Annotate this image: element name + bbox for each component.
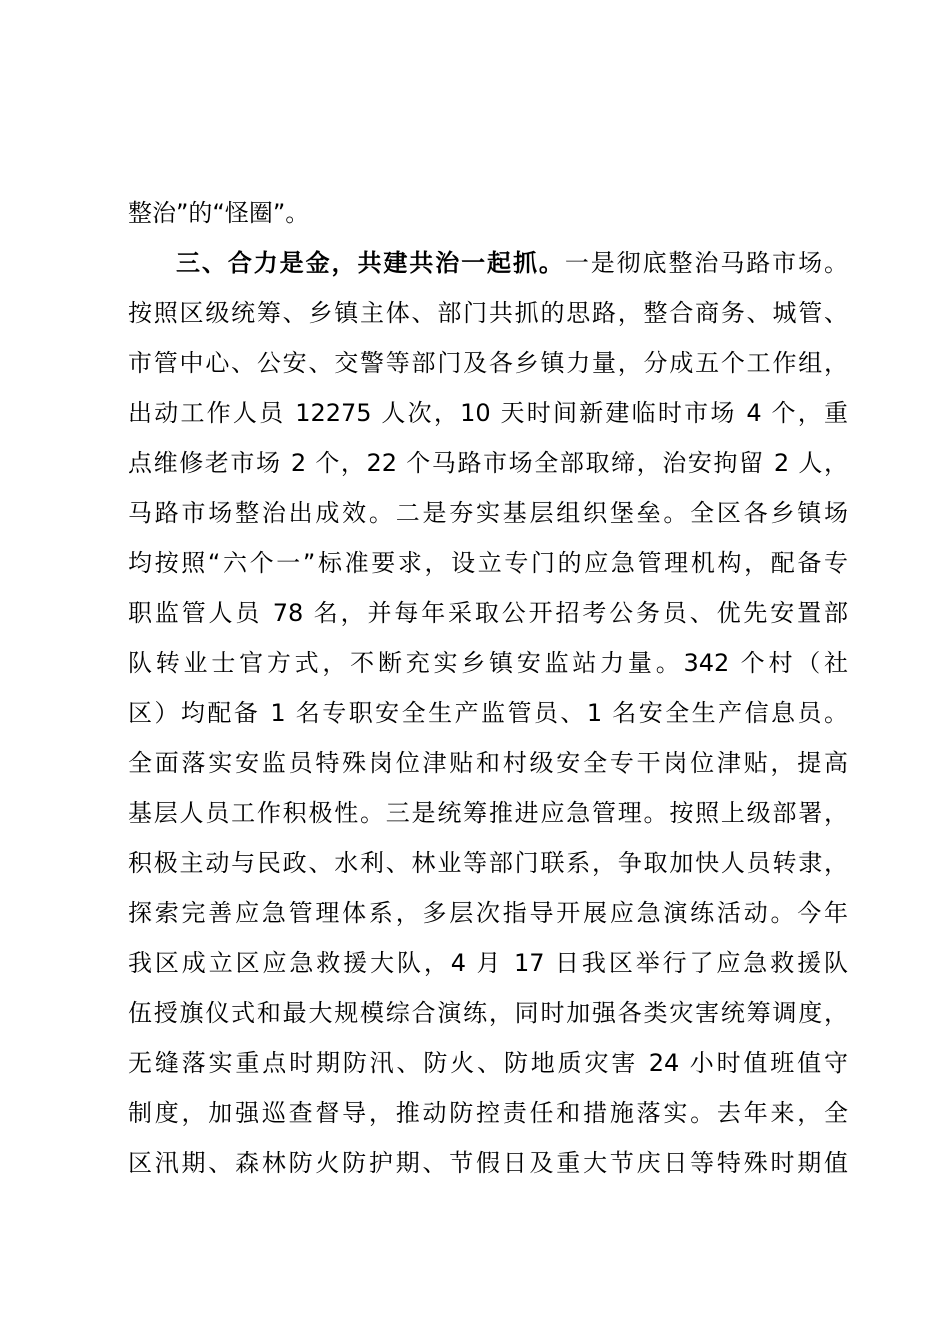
text-line: 职监管人员 78 名，并每年采取公开招考公务员、优先安置部: [128, 599, 848, 627]
text-line: 积极主动与民政、水利、林业等部门联系，争取加快人员转隶，: [128, 849, 848, 877]
text-line: 探索完善应急管理体系，多层次指导开展应急演练活动。今年: [128, 899, 848, 927]
text-line: 区）均配备 1 名专职安全生产监管员、1 名安全生产信息员。: [128, 699, 848, 727]
text-line: 整治”的“怪圈”。: [128, 199, 310, 227]
text-line: 出动工作人员 12275 人次，10 天时间新建临时市场 4 个，重: [128, 399, 848, 427]
text-line: 队转业士官方式，不断充实乡镇安监站力量。342 个村（社: [128, 649, 848, 677]
text-line: 制度，加强巡查督导，推动防控责任和措施落实。去年来，全: [128, 1099, 848, 1127]
paragraph-heading-line: [176, 243, 848, 283]
text-line: 马路市场整治出成效。二是夯实基层组织堡垒。全区各乡镇场: [128, 499, 848, 527]
text-line: 区汛期、森林防火防护期、节假日及重大节庆日等特殊时期值: [128, 1149, 848, 1177]
section-heading: 三、合力是金，共建共治一起抓。: [176, 249, 565, 277]
text-line: 均按照“六个一”标准要求，设立专门的应急管理机构，配备专: [128, 549, 848, 577]
text-line: 全面落实安监员特殊岗位津贴和村级安全专干岗位津贴，提高: [128, 749, 848, 777]
text-line: 无缝落实重点时期防汛、防火、防地质灾害 24 小时值班值守: [128, 1049, 848, 1077]
text-line: 市管中心、公安、交警等部门及各乡镇力量，分成五个工作组，: [128, 349, 848, 377]
text-line: 按照区级统筹、乡镇主体、部门共抓的思路，整合商务、城管、: [128, 299, 848, 327]
text-line: 伍授旗仪式和最大规模综合演练，同时加强各类灾害统筹调度，: [128, 999, 848, 1027]
text-line: 点维修老市场 2 个，22 个马路市场全部取缔，治安拘留 2 人，: [128, 449, 848, 477]
text-line: 我区成立区应急救援大队，4 月 17 日我区举行了应急救援队: [128, 949, 848, 977]
text-line: 基层人员工作积极性。三是统筹推进应急管理。按照上级部署，: [128, 799, 848, 827]
text-span: 一是彻底整治马路市场。: [564, 249, 848, 277]
